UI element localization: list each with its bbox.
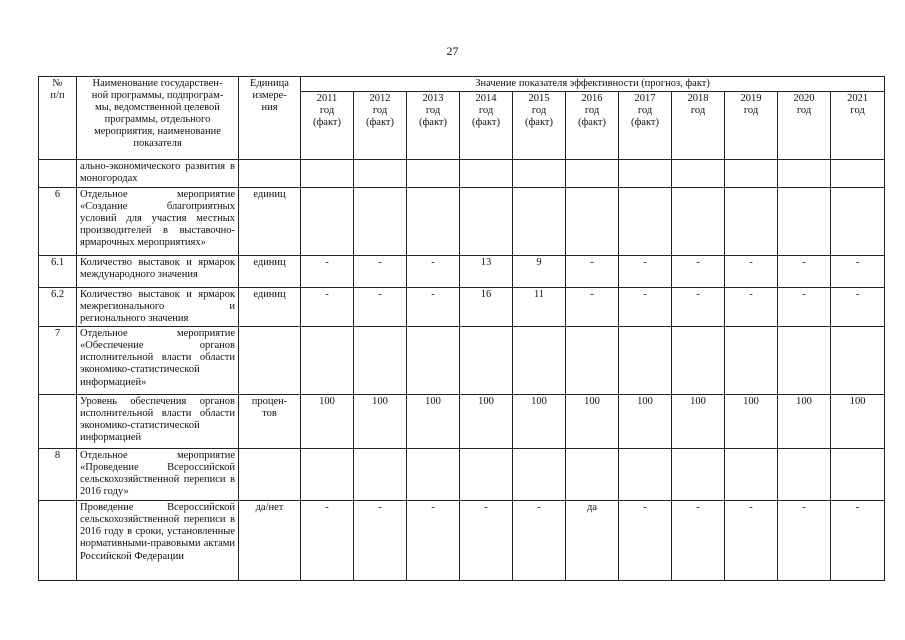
row-value: - — [354, 256, 407, 288]
row-value: 11 — [513, 288, 566, 327]
row-value — [831, 449, 885, 501]
row-value: - — [831, 256, 885, 288]
row-value: 9 — [513, 256, 566, 288]
row-value: да — [566, 501, 619, 581]
row-value — [725, 327, 778, 395]
row-value — [778, 160, 831, 188]
row-value: - — [619, 256, 672, 288]
row-value — [831, 188, 885, 256]
row-value: - — [566, 288, 619, 327]
row-number: 8 — [39, 449, 77, 501]
row-value — [460, 160, 513, 188]
row-unit — [239, 449, 301, 501]
row-value — [672, 188, 725, 256]
row-name: Проведение Всероссийской сельскохозяйственной переписи в 2016 году в сроки, установленные нормативными-правовыми актами Российской Федерации — [77, 501, 239, 581]
row-value: - — [778, 256, 831, 288]
row-value — [407, 160, 460, 188]
header-year: 2020 год — [778, 92, 831, 160]
row-value — [619, 188, 672, 256]
row-value: 16 — [460, 288, 513, 327]
row-value — [566, 327, 619, 395]
row-value: - — [831, 501, 885, 581]
row-value — [619, 449, 672, 501]
row-value — [566, 160, 619, 188]
header-year: 2016 год (факт) — [566, 92, 619, 160]
row-value: 100 — [513, 395, 566, 449]
row-unit — [239, 160, 301, 188]
row-value — [354, 188, 407, 256]
row-value: - — [778, 288, 831, 327]
row-value: - — [354, 501, 407, 581]
row-value — [407, 188, 460, 256]
row-value — [407, 327, 460, 395]
row-name: Отдельное мероприятие «Создание благоприятных условий для участия местных производителей в выставочно-ярмарочных мероприятиях» — [77, 188, 239, 256]
row-value — [354, 327, 407, 395]
header-year: 2019 год — [725, 92, 778, 160]
row-value — [301, 327, 354, 395]
row-value: - — [778, 501, 831, 581]
table-row — [39, 160, 885, 188]
row-unit: единиц — [239, 256, 301, 288]
row-value: - — [619, 501, 672, 581]
row-value — [407, 449, 460, 501]
row-value: 100 — [778, 395, 831, 449]
row-value — [778, 188, 831, 256]
row-unit: единиц — [239, 188, 301, 256]
row-name: Количество выставок и ярмарок международного значения — [77, 256, 239, 288]
header-year: 2011 год (факт) — [301, 92, 354, 160]
row-number: 6.2 — [39, 288, 77, 327]
row-value: - — [301, 288, 354, 327]
row-value: 100 — [831, 395, 885, 449]
row-value: 100 — [407, 395, 460, 449]
row-value: - — [672, 288, 725, 327]
row-value — [831, 160, 885, 188]
header-year: 2015 год (факт) — [513, 92, 566, 160]
row-value: - — [566, 256, 619, 288]
header-name: Наименование государствен- ной программы, подпрограм- мы, ведомственной целевой программы, отдельного мероприятия, наименование показателя — [77, 77, 239, 160]
header-year: 2012 год (факт) — [354, 92, 407, 160]
row-number: 7 — [39, 327, 77, 395]
row-value — [566, 449, 619, 501]
row-value: - — [672, 501, 725, 581]
header-group: Значение показателя эффективности (прогноз, факт) — [301, 77, 885, 92]
indicator-table — [38, 76, 885, 581]
row-unit: да/нет — [239, 501, 301, 581]
row-value: 100 — [672, 395, 725, 449]
row-value: - — [460, 501, 513, 581]
row-value: - — [672, 256, 725, 288]
row-value — [301, 160, 354, 188]
row-number — [39, 501, 77, 581]
table-row — [39, 501, 885, 581]
row-value: 100 — [619, 395, 672, 449]
table-row — [39, 288, 885, 327]
row-value: - — [407, 501, 460, 581]
row-value: 100 — [354, 395, 407, 449]
row-value — [460, 449, 513, 501]
row-value: - — [407, 288, 460, 327]
row-value: 100 — [460, 395, 513, 449]
row-value — [725, 188, 778, 256]
header-unit: Единица измере- ния — [239, 77, 301, 160]
row-value — [672, 327, 725, 395]
table-header — [39, 77, 885, 160]
row-value: - — [301, 501, 354, 581]
row-value: 100 — [301, 395, 354, 449]
row-number — [39, 160, 77, 188]
table-body — [39, 160, 885, 581]
row-number: 6.1 — [39, 256, 77, 288]
row-value — [460, 188, 513, 256]
row-value: 13 — [460, 256, 513, 288]
row-value: - — [725, 256, 778, 288]
table-row — [39, 449, 885, 501]
header-year: 2018 год — [672, 92, 725, 160]
row-value — [725, 449, 778, 501]
row-value — [460, 327, 513, 395]
row-value: - — [831, 288, 885, 327]
row-value — [619, 327, 672, 395]
row-value — [725, 160, 778, 188]
row-number — [39, 395, 77, 449]
header-year: 2021 год — [831, 92, 885, 160]
row-value: - — [513, 501, 566, 581]
row-number: 6 — [39, 188, 77, 256]
row-value: 100 — [725, 395, 778, 449]
row-value — [672, 449, 725, 501]
row-value: 100 — [566, 395, 619, 449]
row-value — [513, 188, 566, 256]
row-value — [513, 449, 566, 501]
row-value — [354, 449, 407, 501]
row-value — [778, 327, 831, 395]
row-value — [619, 160, 672, 188]
table-row — [39, 256, 885, 288]
page-number: 27 — [446, 44, 459, 58]
row-value: - — [619, 288, 672, 327]
row-value — [301, 449, 354, 501]
row-name: Уровень обеспечения органов исполнительной власти области экономико-статистической информацией — [77, 395, 239, 449]
header-num: № п/п — [39, 77, 77, 160]
row-unit — [239, 327, 301, 395]
header-year: 2013 год (факт) — [407, 92, 460, 160]
row-value: - — [725, 501, 778, 581]
row-value: - — [301, 256, 354, 288]
row-value — [301, 188, 354, 256]
table-row — [39, 188, 885, 256]
row-value — [513, 160, 566, 188]
row-name: Количество выставок и ярмарок межрегионального и регионального значения — [77, 288, 239, 327]
table-row — [39, 395, 885, 449]
row-unit: единиц — [239, 288, 301, 327]
table-row — [39, 327, 885, 395]
row-unit: процен- тов — [239, 395, 301, 449]
row-value: - — [354, 288, 407, 327]
row-value — [778, 449, 831, 501]
row-value — [513, 327, 566, 395]
row-value — [354, 160, 407, 188]
row-value — [831, 327, 885, 395]
row-value — [672, 160, 725, 188]
row-name: ально-экономического развития в моногородах — [77, 160, 239, 188]
row-name: Отдельное мероприятие «Обеспечение органов исполнительной власти области экономико-статистической информацией» — [77, 327, 239, 395]
row-value — [566, 188, 619, 256]
row-value: - — [725, 288, 778, 327]
row-name: Отдельное мероприятие «Проведение Всероссийской сельскохозяйственной переписи в 2016 году» — [77, 449, 239, 501]
row-value: - — [407, 256, 460, 288]
header-year: 2014 год (факт) — [460, 92, 513, 160]
header-year: 2017 год (факт) — [619, 92, 672, 160]
